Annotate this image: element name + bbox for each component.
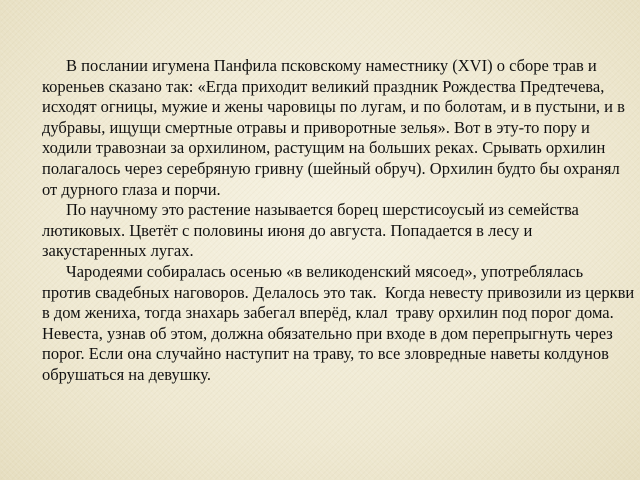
text-block (42, 56, 639, 386)
paragraph-3: Чародеями собиралась осенью «в великоденский мясоед», употреблялась против свадебных наговоров. Делалось это так. Когда невесту привозили из церкви в дом жениха, тогда знахарь забегал вперёд, клал траву орхилин под порог дома. Невеста, узнав об этом, должна обязательно при входе в дом перепрыгнуть через порог. Если она случайно наступит на траву, то все зловредные наветы колдунов обрушаться на девушку. (42, 261, 639, 384)
paragraph-1: В послании игумена Панфила псковскому наместнику (XVI) о сборе трав и кореньев сказано так: «Егда приходит великий праздник Рождества Предтечева, исходят огницы, мужие и жены чаровицы по лугам, и по болотам, и в пустыни, и в дубравы, ищущи смертные отравы и приворотные зелья». Вот в эту-то пору и ходили травознаи за орхилином, растущим на больших реках. Срывать орхилин полагалось через серебряную гривну (шейный обруч). Орхилин будто бы охранял от дурного глаза и порчи. (42, 56, 630, 199)
paragraph-2: По научному это растение называется борец шерстисоусый из семейства лютиковых. Цветёт с половины июня до августа. Попадается в лесу и закустаренных лугах. (42, 200, 584, 261)
